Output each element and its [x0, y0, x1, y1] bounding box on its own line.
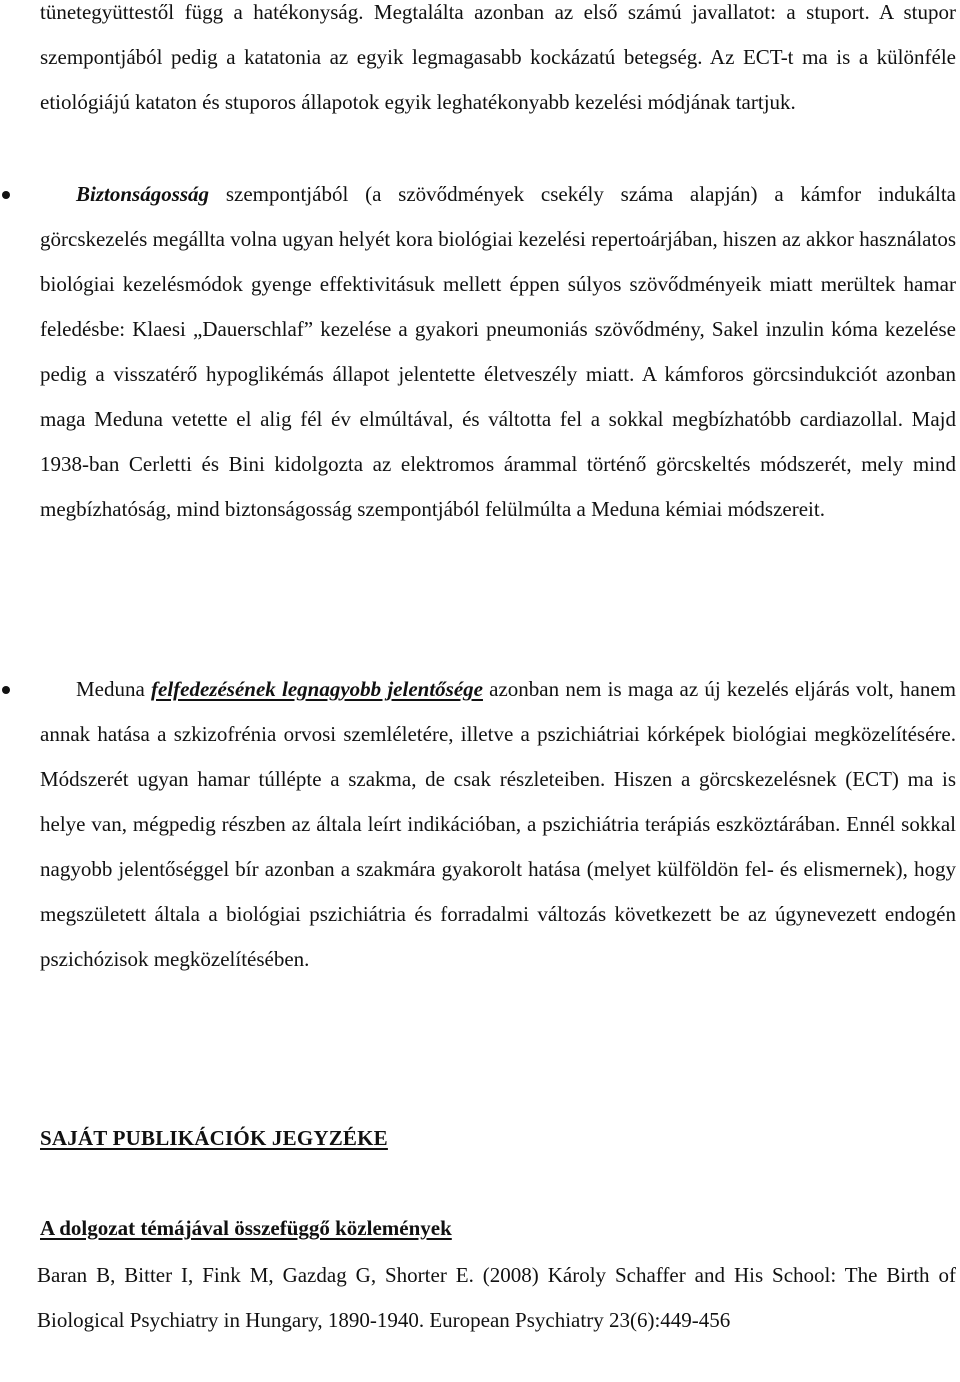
section-heading: SAJÁT PUBLIKÁCIÓK JEGYZÉKE	[40, 1126, 388, 1150]
emphasis-significance: felfedezésének legnagyobb jelentősége	[151, 677, 483, 701]
emphasis-safety: Biztonságosság	[76, 182, 210, 206]
paragraph-continuation: tünetegyüttestől függ a hatékonyság. Megtalálta azonban az első számú javallatot: a stuport. A stupor szempontjából pedig a katatonia az egyik legmagasabb kockázatú betegség. Az ECT-t ma is a különféle etiológiájú kataton és stuporos állapotok egyik leghatékonyabb kezelési módjának tartjuk.	[40, 0, 956, 114]
bullet-icon	[2, 686, 10, 694]
bullet-paragraph-safety	[40, 172, 956, 532]
bullet-icon	[2, 191, 10, 199]
bullet-text: szempontjából (a szövődmények csekély száma alapján) a kámfor indukálta görcskezelés megállta volna ugyan helyét kora biológiai kezelési repertoárjában, hiszen az akkor használatos biológiai kezelésmódok gyenge effektivitásuk mellett éppen súlyos szövődményeik miatt merültek hamar feledésbe: Klaesi „Dauerschlaf” kezelése a gyakori pneumoniás szövődmény, Sakel inzulin kóma kezelése pedig a visszatérő hypoglikémás állapot jelentette életveszély miatt. A kámforos görcsindukciót azonban maga Meduna vetette el alig fél év elmúltával, és váltotta fel a sokkal megbízhatóbb cardiazollal. Majd 1938-ban Cerletti és Bini kidolgozta az elektromos árammal történő görcskeltés módszerét, mely mind megbízhatóság, mind biztonságosság szempontjából felülmúlta a Meduna kémiai módszereit.	[40, 182, 956, 521]
bullet-paragraph-significance	[40, 667, 956, 982]
bullet-lead: Meduna	[76, 677, 152, 701]
subsection-heading: A dolgozat témájával összefüggő közlemények	[40, 1216, 452, 1240]
bullet-text: azonban nem is maga az új kezelés eljárás volt, hanem annak hatása a szkizofrénia orvosi szemléletére, illetve a pszichiátriai kórképek biológiai megközelítésére. Módszerét ugyan hamar túllépte a szakma, de csak részleteiben. Hiszen a görcskezelésnek (ECT) ma is helye van, mégpedig részben az általa leírt indikációban, a pszichiátria terápiás eszköztárában. Ennél sokkal nagyobb jelentőséggel bír azonban a szakmára gyakorolt hatása (melyet külföldön fel- és elismernek), hogy megszületett általa a biológiai pszichiátria és forradalmi változás következett be az úgynevezett endogén pszichózisok megközelítésében.	[40, 677, 956, 971]
reference-entry: Baran B, Bitter I, Fink M, Gazdag G, Shorter E. (2008) Károly Schaffer and His School: The Birth of Biological Psychiatry in Hungary, 1890-1940. European Psychiatry 23(6):449-456	[37, 1263, 956, 1332]
